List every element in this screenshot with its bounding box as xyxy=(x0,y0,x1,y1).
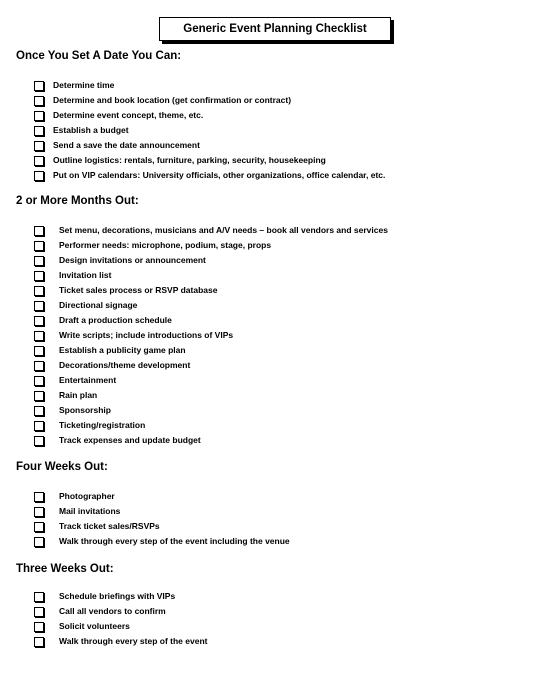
list-item[interactable] xyxy=(34,238,388,253)
section-heading-set-date: Once You Set A Date You Can: xyxy=(16,50,182,62)
list-item[interactable] xyxy=(34,358,388,373)
checkbox[interactable] xyxy=(34,507,44,517)
list-item-label: Invitation list xyxy=(59,270,112,280)
list-item[interactable] xyxy=(34,283,388,298)
list-item-label: Directional signage xyxy=(59,300,138,310)
list-item[interactable] xyxy=(34,373,388,388)
checkbox[interactable] xyxy=(34,522,44,532)
list-item-label: Sponsorship xyxy=(59,405,111,415)
checkbox[interactable] xyxy=(34,81,44,91)
document-title-text: Generic Event Planning Checklist xyxy=(183,23,367,35)
list-item[interactable] xyxy=(34,343,388,358)
list-item[interactable] xyxy=(34,93,385,108)
checkbox[interactable] xyxy=(34,592,44,602)
checkbox[interactable] xyxy=(34,607,44,617)
checkbox[interactable] xyxy=(34,391,44,401)
list-item-label: Call all vendors to confirm xyxy=(59,606,166,616)
checkbox[interactable] xyxy=(34,126,44,136)
list-item[interactable] xyxy=(34,534,290,549)
list-item-label: Determine time xyxy=(53,80,115,90)
checkbox[interactable] xyxy=(34,271,44,281)
list-item[interactable] xyxy=(34,519,290,534)
list-item-label: Put on VIP calendars: University officials, other organizations, office calendar, etc. xyxy=(53,170,386,180)
checkbox[interactable] xyxy=(34,436,44,446)
list-item-label: Decorations/theme development xyxy=(59,360,191,370)
list-item[interactable] xyxy=(34,328,388,343)
list-item[interactable] xyxy=(34,108,385,123)
list-item-label: Ticket sales process or RSVP database xyxy=(59,285,218,295)
document-title xyxy=(159,17,391,41)
checkbox[interactable] xyxy=(34,156,44,166)
checkbox[interactable] xyxy=(34,241,44,251)
checkbox[interactable] xyxy=(34,226,44,236)
list-item[interactable] xyxy=(34,153,385,168)
list-item-label: Determine and book location (get confirmation or contract) xyxy=(53,95,292,105)
list-item-label: Set menu, decorations, musicians and A/V needs – book all vendors and services xyxy=(59,225,388,235)
list-item-label: Design invitations or announcement xyxy=(59,255,206,265)
list-item[interactable] xyxy=(34,403,388,418)
list-item[interactable] xyxy=(34,604,207,619)
list-item-label: Draft a production schedule xyxy=(59,315,172,325)
list-item[interactable] xyxy=(34,418,388,433)
list-item[interactable] xyxy=(34,78,385,93)
list-item[interactable] xyxy=(34,433,388,448)
list-item-label: Outline logistics: rentals, furniture, parking, security, housekeeping xyxy=(53,155,326,165)
list-item[interactable] xyxy=(34,138,385,153)
list-item-label: Entertainment xyxy=(59,375,117,385)
list-item-label: Ticketing/registration xyxy=(59,420,146,430)
list-item-label: Send a save the date announcement xyxy=(53,140,200,150)
list-item[interactable] xyxy=(34,123,385,138)
list-item[interactable] xyxy=(34,504,290,519)
list-item[interactable] xyxy=(34,253,388,268)
checkbox[interactable] xyxy=(34,141,44,151)
checkbox[interactable] xyxy=(34,361,44,371)
list-item-label: Determine event concept, theme, etc. xyxy=(53,110,204,120)
checkbox[interactable] xyxy=(34,492,44,502)
list-item[interactable] xyxy=(34,388,388,403)
list-item-label: Rain plan xyxy=(59,390,98,400)
list-item-label: Track expenses and update budget xyxy=(59,435,201,445)
list-item[interactable] xyxy=(34,619,207,634)
checklist-two-months xyxy=(34,223,388,448)
checkbox[interactable] xyxy=(34,406,44,416)
list-item-label: Solicit volunteers xyxy=(59,621,130,631)
list-item-label: Walk through every step of the event including the venue xyxy=(59,536,290,546)
section-heading-two-months: 2 or More Months Out: xyxy=(16,195,139,207)
list-item-label: Mail invitations xyxy=(59,506,121,516)
checkbox[interactable] xyxy=(34,96,44,106)
list-item-label: Photographer xyxy=(59,491,115,501)
checkbox[interactable] xyxy=(34,537,44,547)
checkbox[interactable] xyxy=(34,376,44,386)
checkbox[interactable] xyxy=(34,331,44,341)
list-item-label: Walk through every step of the event xyxy=(59,636,208,646)
list-item-label: Write scripts; include introductions of VIPs xyxy=(59,330,234,340)
checkbox[interactable] xyxy=(34,171,44,181)
checkbox[interactable] xyxy=(34,421,44,431)
checkbox[interactable] xyxy=(34,256,44,266)
checkbox[interactable] xyxy=(34,346,44,356)
checkbox[interactable] xyxy=(34,622,44,632)
list-item-label: Performer needs: microphone, podium, stage, props xyxy=(59,240,272,250)
section-heading-three-weeks: Three Weeks Out: xyxy=(16,563,114,575)
list-item[interactable] xyxy=(34,268,388,283)
checklist-four-weeks xyxy=(34,489,290,549)
list-item[interactable] xyxy=(34,313,388,328)
section-heading-four-weeks: Four Weeks Out: xyxy=(16,461,108,473)
checklist-three-weeks xyxy=(34,589,207,649)
list-item[interactable] xyxy=(34,489,290,504)
list-item-label: Establish a budget xyxy=(53,125,129,135)
checkbox[interactable] xyxy=(34,316,44,326)
list-item-label: Establish a publicity game plan xyxy=(59,345,186,355)
list-item[interactable] xyxy=(34,223,388,238)
list-item-label: Schedule briefings with VIPs xyxy=(59,591,176,601)
checklist-set-date xyxy=(34,78,385,183)
list-item[interactable] xyxy=(34,589,207,604)
list-item[interactable] xyxy=(34,298,388,313)
checkbox[interactable] xyxy=(34,286,44,296)
checkbox[interactable] xyxy=(34,111,44,121)
list-item-label: Track ticket sales/RSVPs xyxy=(59,521,160,531)
checkbox[interactable] xyxy=(34,637,44,647)
list-item[interactable] xyxy=(34,634,207,649)
list-item[interactable] xyxy=(34,168,385,183)
checkbox[interactable] xyxy=(34,301,44,311)
